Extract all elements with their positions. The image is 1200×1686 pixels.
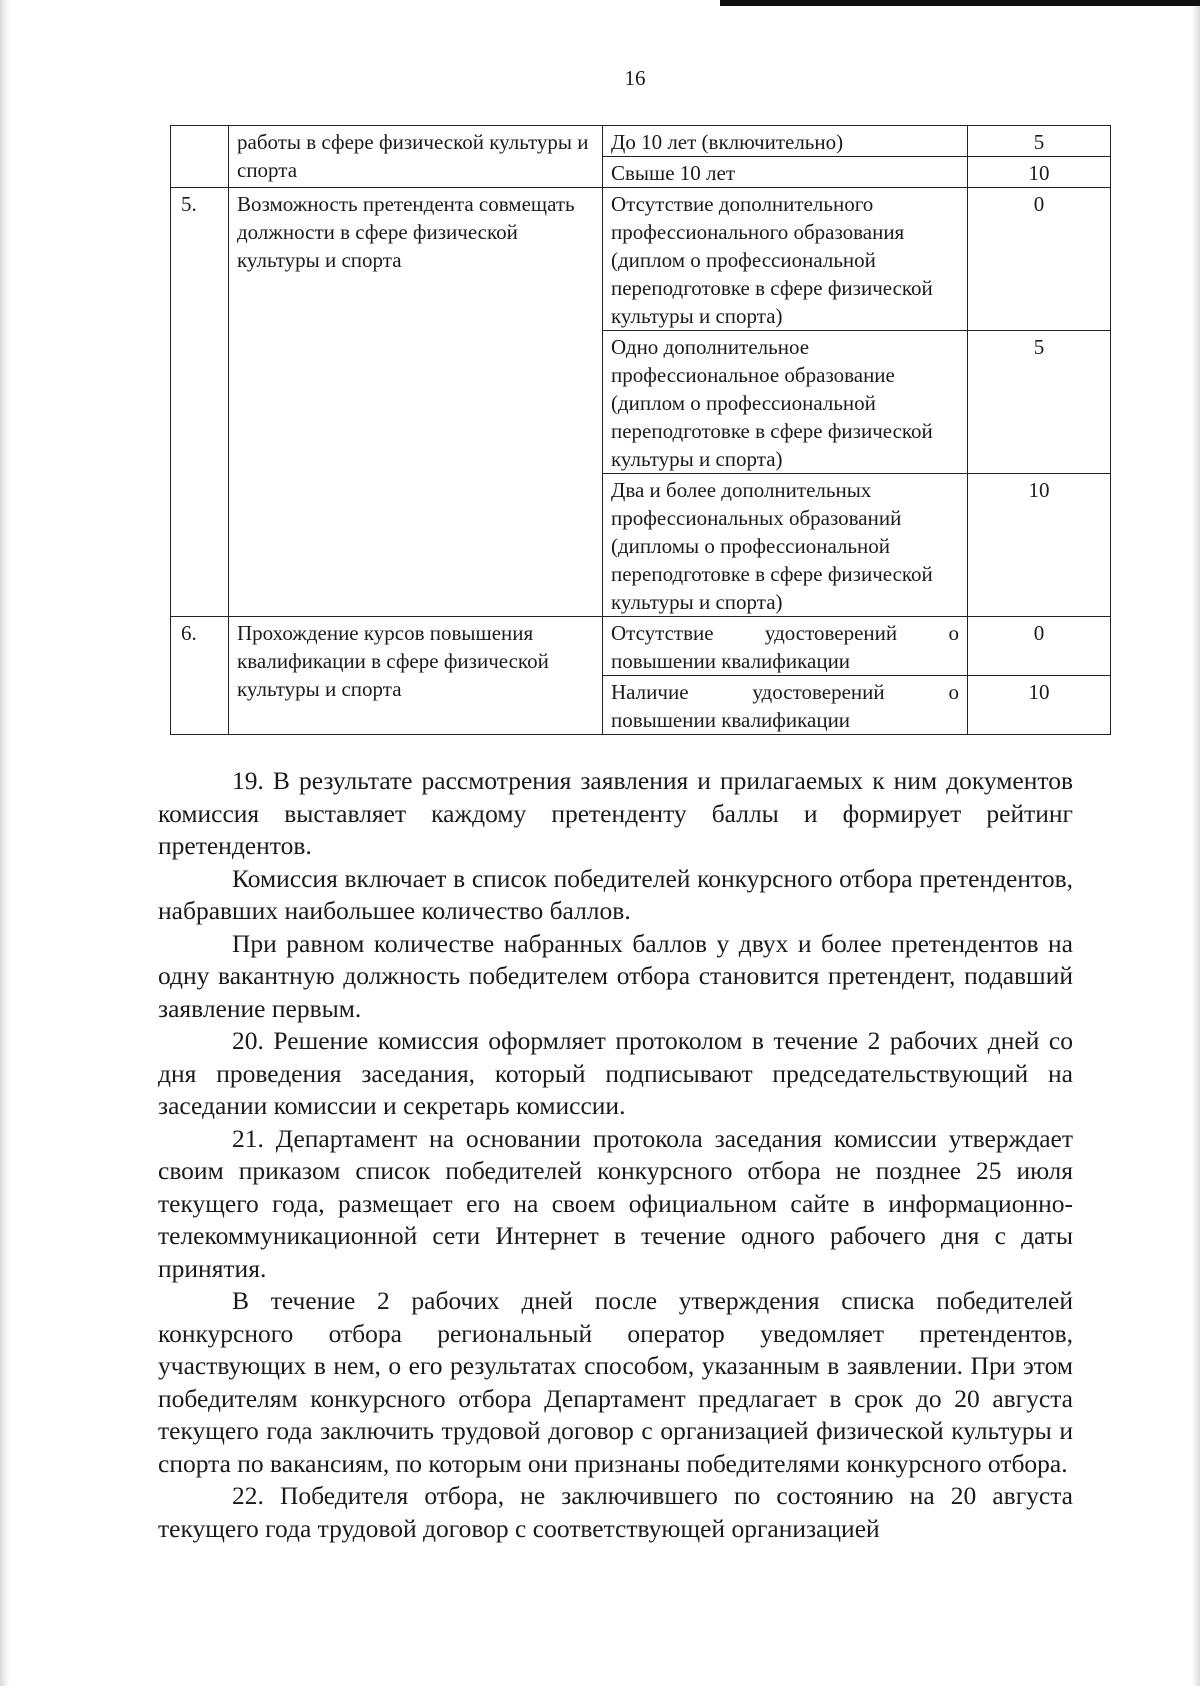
table-row bbox=[171, 188, 1111, 331]
option-line: повышении квалификации bbox=[611, 649, 851, 673]
paragraph-21: 21. Департамент на основании протокола заседания комиссии утверждает своим приказом список победителей конкурсного отбора не позднее 25 июля текущего года, размещает его на своем официальном сайте в информационно-телекоммуникационной сети Интернет в течение одного рабочего дня с даты принятия. bbox=[158, 1123, 1073, 1283]
option-cell bbox=[603, 676, 968, 735]
scan-edge-left bbox=[0, 0, 10, 1686]
table-row bbox=[171, 126, 1111, 157]
option-cell: Два и более дополнительных профессиональных образований (дипломы о профессиональной переподготовке в сфере физической культуры и спорта) bbox=[603, 474, 968, 617]
option-line: повышении квалификации bbox=[611, 708, 851, 732]
score-cell: 10 bbox=[968, 474, 1111, 617]
row-number: 6. bbox=[171, 617, 229, 735]
scan-bar-top bbox=[720, 0, 1200, 6]
option-cell: Отсутствие дополнительного профессионального образования (диплом о профессиональной переподготовке в сфере физической культуры и спорта) bbox=[603, 188, 968, 331]
paragraph-notification: В течение 2 рабочих дней после утверждения списка победителей конкурсного отбора региональный оператор уведомляет претендентов, участвующих в нем, о его результатах способом, указанным в заявлении. При этом победителям конкурсного отбора Департамент предлагает в срок до 20 августа текущего года заключить трудовой договор с организацией физической культуры и спорта по вакансиям, по которым они признаны победителями конкурсного отбора. bbox=[158, 1286, 1073, 1478]
paragraph-22: 22. Победителя отбора, не заключившего по состоянию на 20 августа текущего года трудовой договор с соответствующей организацией bbox=[158, 1481, 1073, 1543]
paragraph-20: 20. Решение комиссия оформляет протоколом в течение 2 рабочих дней со дня проведения заседания, который подписывают председательствующий на заседании комиссии и секретарь комиссии. bbox=[158, 1026, 1073, 1120]
score-cell: 5 bbox=[968, 126, 1111, 157]
option-line: Наличие удостоверений о bbox=[611, 680, 959, 704]
table-row bbox=[171, 617, 1111, 676]
option-cell: Одно дополнительное профессиональное образование (диплом о профессиональной переподготовке в сфере физической культуры и спорта) bbox=[603, 331, 968, 474]
option-cell: Свыше 10 лет bbox=[603, 157, 968, 188]
criterion-cell: Возможность претендента совмещать должности в сфере физической культуры и спорта bbox=[229, 188, 603, 617]
document-body bbox=[158, 765, 1073, 1545]
option-line: Отсутствие удостоверений о bbox=[611, 621, 959, 645]
score-cell: 0 bbox=[968, 188, 1111, 331]
row-number bbox=[171, 126, 229, 188]
paragraph-19: 19. В результате рассмотрения заявления и прилагаемых к ним документов комиссия выставляет каждому претенденту баллы и формирует рейтинг претендентов. bbox=[158, 766, 1073, 860]
row-number: 5. bbox=[171, 188, 229, 617]
score-cell: 10 bbox=[968, 157, 1111, 188]
criterion-cell: работы в сфере физической культуры и спорта bbox=[229, 126, 603, 188]
criterion-cell: Прохождение курсов повышения квалификации в сфере физической культуры и спорта bbox=[229, 617, 603, 735]
criteria-table bbox=[170, 125, 1110, 735]
option-cell: До 10 лет (включительно) bbox=[603, 126, 968, 157]
score-cell: 10 bbox=[968, 676, 1111, 735]
paragraph-commission: Комиссия включает в список победителей конкурсного отбора претендентов, набравших наибольшее количество баллов. bbox=[158, 863, 1073, 925]
paragraph-equal-score: При равном количестве набранных баллов у двух и более претендентов на одну вакантную должность победителем отбора становится претендент, подавший заявление первым. bbox=[158, 928, 1073, 1023]
scan-edge-right bbox=[1192, 0, 1200, 1686]
page-number: 16 bbox=[624, 66, 646, 90]
score-cell: 0 bbox=[968, 617, 1111, 676]
score-cell: 5 bbox=[968, 331, 1111, 474]
option-cell bbox=[603, 617, 968, 676]
